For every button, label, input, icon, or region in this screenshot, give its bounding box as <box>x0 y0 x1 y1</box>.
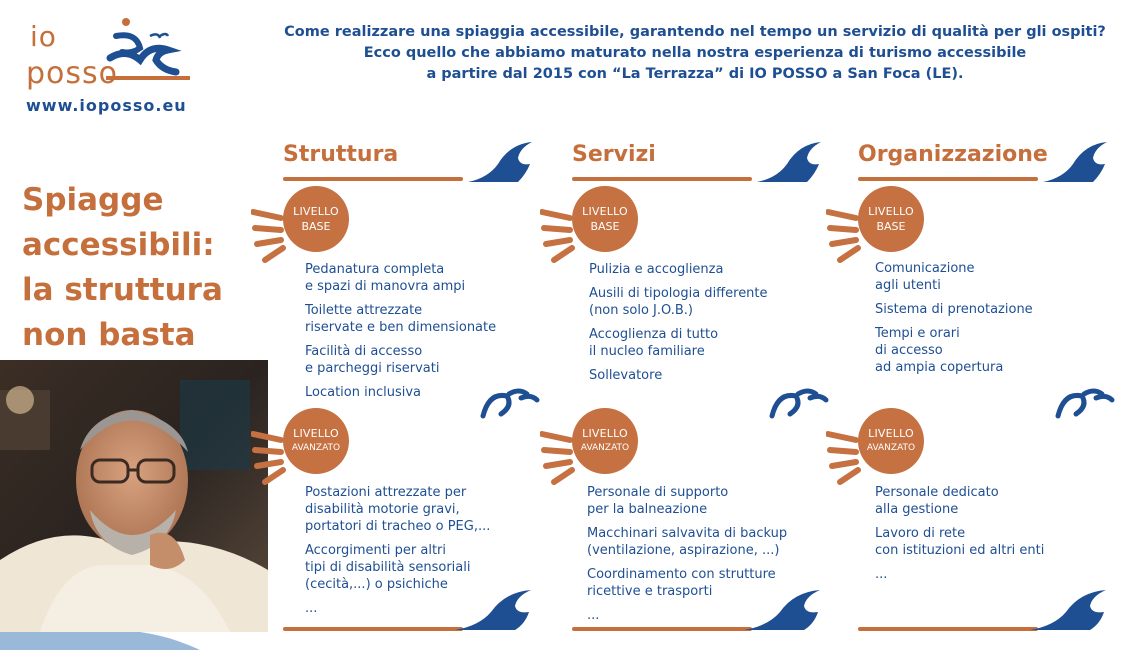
list-item: Macchinari salvavita di backup (ventilazione, aspirazione, ...) <box>587 526 788 558</box>
intro-line: Come realizzare una spiaggia accessibile, garantendo nel tempo un servizio di qualità per gli ospiti? <box>284 24 1106 40</box>
column-title: Servizi <box>572 142 656 167</box>
list-item: Lavoro di rete con istituzioni ed altri enti <box>875 526 1045 558</box>
wave-icon <box>1043 134 1115 184</box>
list-item: Pulizia e accoglienza <box>589 262 724 277</box>
list-item: ... <box>875 567 888 582</box>
list-item: Coordinamento con strutture ricettive e trasporti <box>587 567 776 599</box>
headline-line: non basta <box>22 317 196 353</box>
badge-line: LIVELLO <box>293 427 339 440</box>
badge-line: BASE <box>876 220 906 233</box>
headline <box>22 178 223 358</box>
list-item: Personale dedicato alla gestione <box>875 485 999 517</box>
bottom-line <box>572 627 752 631</box>
badge-line: LIVELLO <box>868 205 914 218</box>
base-items <box>305 261 496 408</box>
badge-line: BASE <box>301 220 331 233</box>
badge-line: LIVELLO <box>582 205 628 218</box>
title-underline <box>283 177 463 181</box>
photo-footer-stripe <box>0 632 200 652</box>
badge-line: AVANZATO <box>580 443 630 453</box>
list-item: ... <box>305 601 318 616</box>
speaker-photo <box>0 360 268 632</box>
badge-livello-avanzato <box>858 408 924 474</box>
list-item: Location inclusiva <box>305 385 422 400</box>
column-title: Struttura <box>283 142 399 167</box>
logo-url: www.ioposso.eu <box>26 96 187 115</box>
title-underline <box>858 177 1038 181</box>
intro-line: Ecco quello che abbiamo maturato nella nostra esperienza di turismo accessibile <box>363 45 1027 61</box>
wave-icon <box>1030 586 1114 632</box>
badge-line: BASE <box>590 220 620 233</box>
list-item: Postazioni attrezzate per disabilità motorie gravi, portatori di tracheo o PEG,... <box>305 485 491 534</box>
headline-line: Spiagge <box>22 182 164 218</box>
badge-livello-base <box>283 186 349 252</box>
list-item: Ausili di tipologia differente (non solo J.O.B.) <box>589 286 768 318</box>
list-item: Personale di supporto per la balneazione <box>587 485 729 517</box>
list-item: Sollevatore <box>589 368 663 383</box>
base-items <box>875 260 1033 383</box>
wave-icon <box>744 586 828 632</box>
list-item: Facilità di accesso e parcheggi riservati <box>305 344 440 376</box>
badge-livello-base <box>572 186 638 252</box>
base-items <box>589 261 768 391</box>
wave-icon <box>455 586 539 632</box>
logo <box>18 14 198 114</box>
headline-line: la struttura <box>22 272 223 308</box>
list-item: Comunicazione agli utenti <box>875 261 975 293</box>
title-underline <box>572 177 752 181</box>
badge-line: LIVELLO <box>868 427 914 440</box>
headline-line: accessibili: <box>22 227 215 263</box>
list-item: Toilette attrezzate riservate e ben dimensionate <box>305 303 497 335</box>
wave-icon <box>757 134 829 184</box>
list-item: Accoglienza di tutto il nucleo familiare <box>589 327 719 359</box>
badge-line: LIVELLO <box>582 427 628 440</box>
intro-line: a partire dal 2015 con “La Terrazza” di IO POSSO a San Foca (LE). <box>426 66 964 82</box>
list-item: Pedanatura completa e spazi di manovra ampi <box>305 262 466 294</box>
mini-wave-icon <box>1054 384 1116 424</box>
badge-livello-avanzato <box>283 408 349 474</box>
badge-livello-base <box>858 186 924 252</box>
mini-wave-icon <box>768 384 830 424</box>
column-title: Organizzazione <box>858 142 1048 167</box>
column-organizzazione <box>858 0 1128 658</box>
badge-livello-avanzato <box>572 408 638 474</box>
logo-io: io <box>30 20 57 53</box>
advanced-items <box>875 484 1044 590</box>
bottom-line <box>858 627 1038 631</box>
list-item: ... <box>587 608 600 623</box>
badge-line: LIVELLO <box>293 205 339 218</box>
badge-line: AVANZATO <box>291 443 341 453</box>
bottom-line <box>283 627 463 631</box>
column-servizi <box>572 0 842 658</box>
badge-line: AVANZATO <box>866 443 916 453</box>
mini-wave-icon <box>479 384 541 424</box>
list-item: Sistema di prenotazione <box>875 302 1033 317</box>
list-item: Tempi e orari di accesso ad ampia copertura <box>875 326 1004 375</box>
column-struttura <box>283 0 553 658</box>
wheelchair-wave-icon <box>106 14 198 96</box>
list-item: Accorgimenti per altri tipi di disabilità sensoriali (cecità,...) o psichiche <box>305 543 471 592</box>
wave-icon <box>468 134 540 184</box>
logo-posso: posso <box>26 56 119 91</box>
